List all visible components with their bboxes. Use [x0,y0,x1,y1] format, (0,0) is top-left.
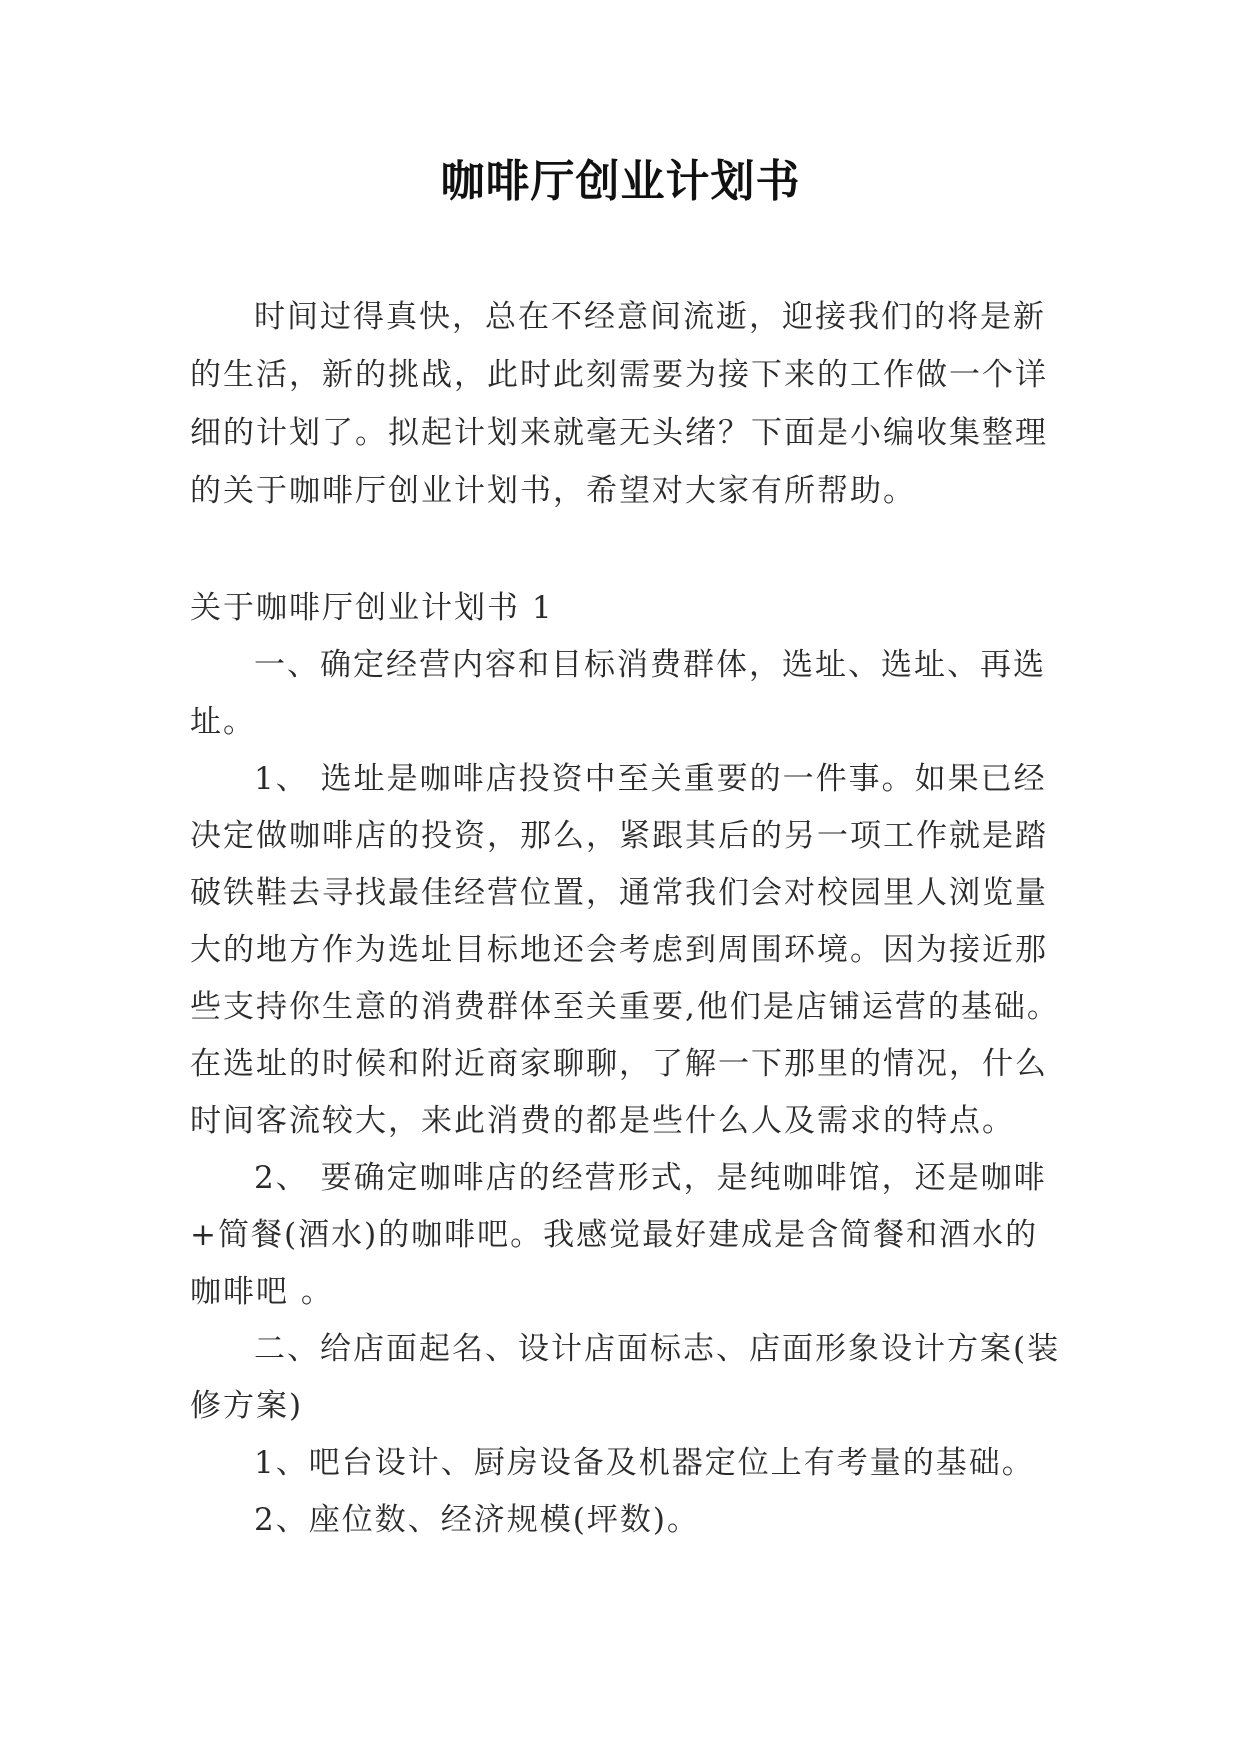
paragraph-bar-design: 1、吧台设计、厨房设备及机器定位上有考量的基础。 [254,1445,1035,1481]
paragraph-seating-scale: 2、座位数、经济规模(坪数)。 [254,1502,700,1538]
plan-section-1 [190,580,1070,1549]
paragraph-site-selection: 一、确定经营内容和目标消费群体，选址、选址、再选址。 [190,647,1046,740]
paragraph-business-format: 2、 要确定咖啡店的经营形式，是纯咖啡馆，还是咖啡+简餐(酒水)的咖啡吧。我感觉最好建成是含简餐和酒水的咖啡吧 。 [190,1160,1047,1310]
section-heading: 关于咖啡厅创业计划书 1 [190,590,554,626]
paragraph-store-branding: 二、给店面起名、设计店面标志、店面形象设计方案(装修方案) [190,1331,1061,1424]
document-title: 咖啡厅创业计划书 [440,156,801,207]
paragraph-location-importance: 1、 选址是咖啡店投资中至关重要的一件事。如果已经决定做咖啡店的投资，那么，紧跟其后的另一项工作就是踏破铁鞋去寻找最佳经营位置，通常我们会对校园里人浏览量大的地方作为选址目标地还会考虑到周围环境。因为接近那些支持你生意的消费群体至关重要,他们是店铺运营的基础。在选址的时候和附近商家聊聊，了解一下那里的情况，什么时间客流较大，来此消费的都是些什么人及需求的特点。 [190,761,1060,1139]
intro-paragraph: 时间过得真快，总在不经意间流逝，迎接我们的将是新的生活，新的挑战，此时此刻需要为接下来的工作做一个详细的计划了。拟起计划来就毫无头绪？下面是小编收集整理的关于咖啡厅创业计划书，希望对大家有所帮助。 [190,299,1048,509]
